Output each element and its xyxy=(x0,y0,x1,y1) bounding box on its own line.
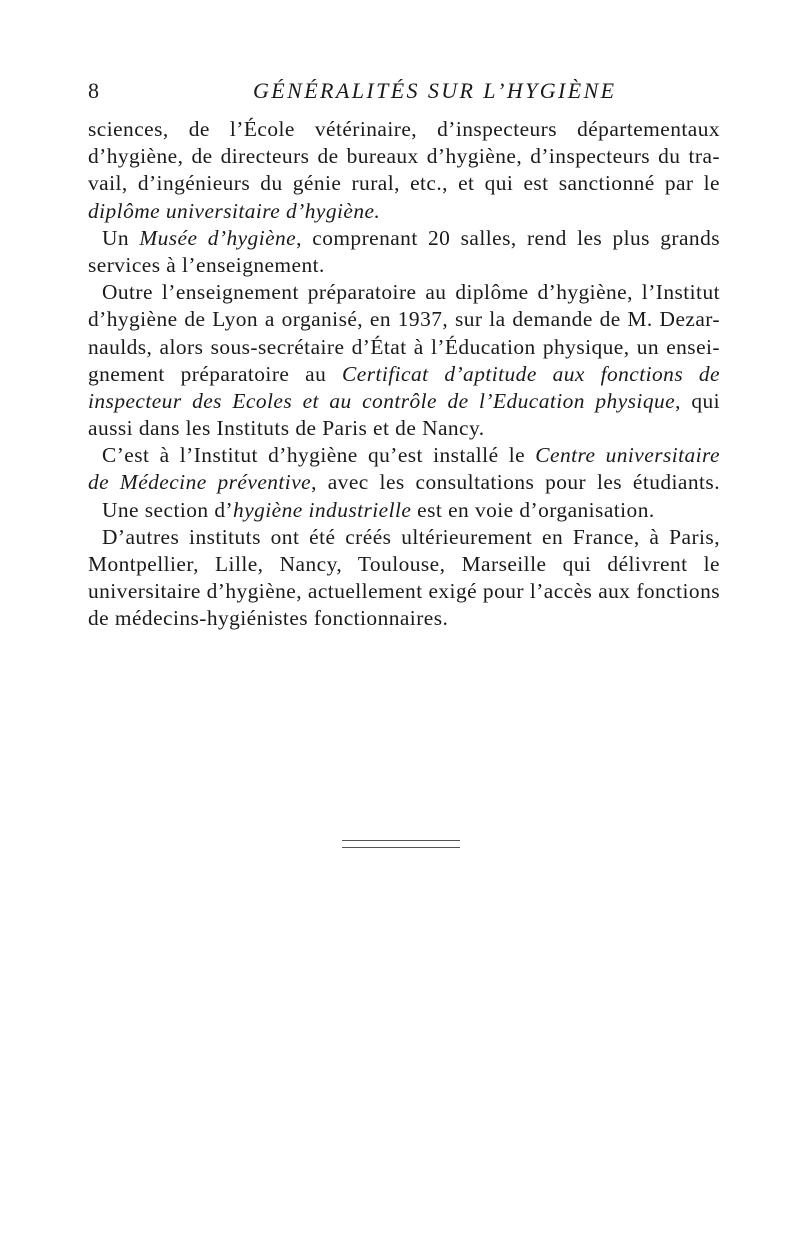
italic-phrase: Certificat d’aptitude aux fonctions de xyxy=(342,361,720,386)
body-text xyxy=(88,116,720,633)
text-line: Outre l’enseignement préparatoire au diplôme d’hygiène, l’Institut xyxy=(102,280,720,305)
text-line: services à l’enseignement. xyxy=(88,252,325,277)
text-line: inspecteur des Ecoles et au contrôle de l’Education physique, qui xyxy=(88,388,720,413)
text-line: de Médecine préventive, avec les consultations pour les étudiants. xyxy=(88,470,720,495)
text-line: Un Musée d’hygiène, comprenant 20 salles, rend les plus grands xyxy=(102,225,720,250)
running-title: GÉNÉRALITÉS SUR L’HYGIÈNE xyxy=(253,78,617,103)
italic-phrase: de Médecine préventive xyxy=(88,470,312,495)
text-line: D’autres instituts ont été créés ultérieurement en France, à Paris, xyxy=(102,524,720,549)
text-line: de médecins-hygiénistes fonctionnaires. xyxy=(88,606,449,631)
text-line: Montpellier, Lille, Nancy, Toulouse, Marseille qui délivrent le xyxy=(88,552,720,576)
text-line: gnement préparatoire au Certificat d’aptitude aux fonctions de xyxy=(88,361,720,388)
section-end-rule xyxy=(342,840,460,848)
text-line: vail, d’ingénieurs du génie rural, etc., et qui est sanctionné par le xyxy=(88,171,720,196)
italic-phrase: hygiène industrielle xyxy=(233,497,412,522)
running-head xyxy=(88,78,718,108)
text-line: universitaire d’hygiène, actuellement exigé pour l’accès aux fonctions xyxy=(88,579,720,604)
text-line: sciences, de l’École vétérinaire, d’inspecteurs départementaux xyxy=(88,117,720,141)
text-line: aussi dans les Instituts de Paris et de Nancy. xyxy=(88,416,485,441)
page-number: 8 xyxy=(88,78,100,103)
italic-phrase: inspecteur des Ecoles et au contrôle de l’Education physique xyxy=(88,388,676,413)
italic-phrase: diplôme universitaire d’hygiène. xyxy=(88,198,381,223)
text-line xyxy=(88,198,720,225)
text-line: naulds, alors sous-secrétaire d’État à l’Éducation physique, un ensei- xyxy=(88,334,720,359)
italic-phrase: Centre universitaire xyxy=(535,443,720,468)
text-line: d’hygiène de Lyon a organisé, en 1937, sur la demande de M. Dezar- xyxy=(88,307,720,332)
text-line: Une section d’hygiène industrielle est en voie d’organisation. xyxy=(102,497,655,522)
text-line: d’hygiène, de directeurs de bureaux d’hygiène, d’inspecteurs du tra- xyxy=(88,144,720,169)
italic-phrase: Musée d’hygiène xyxy=(139,225,297,250)
text-line: C’est à l’Institut d’hygiène qu’est installé le Centre universitaire xyxy=(102,443,720,468)
